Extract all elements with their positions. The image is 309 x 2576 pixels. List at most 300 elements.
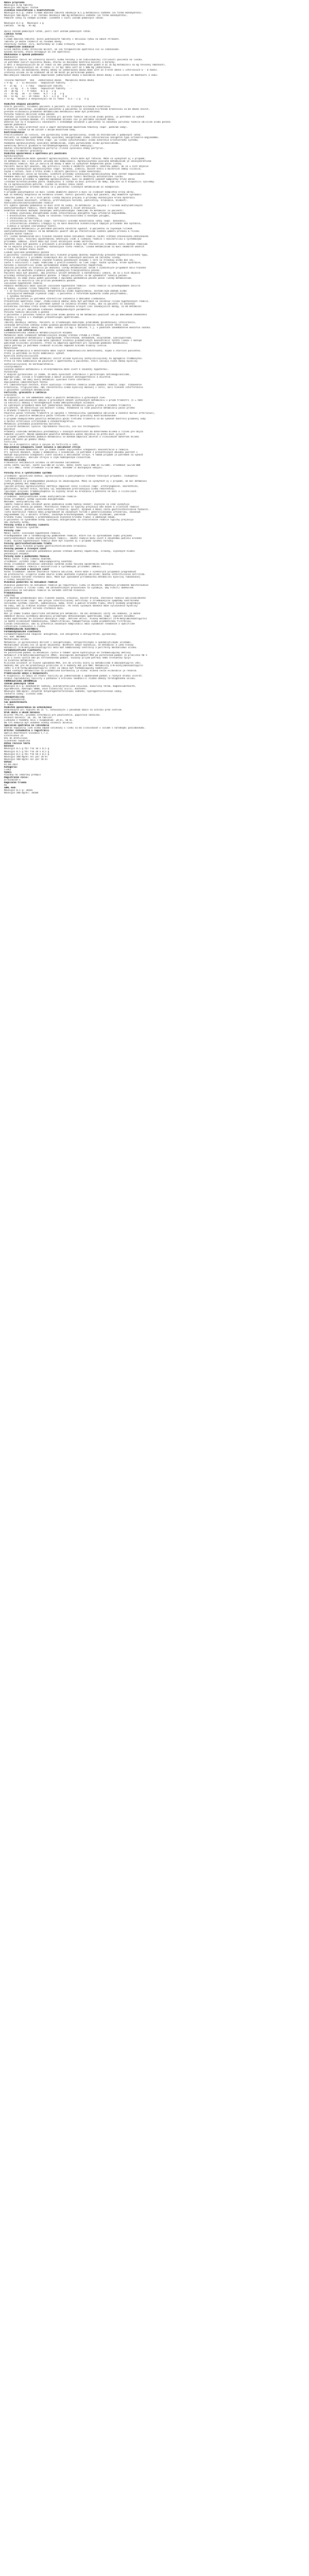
text-line: Nie je známe, do akej miery metamizol vyvoláva tieto interakcie.	[4, 378, 92, 381]
text-line: veľmi časté (≥1/10), časté (≥1/100 až <1/10), menej časté (≥1/1 000 až <1/100), zriedkavé (≥1/10 000	[4, 464, 141, 467]
text-line: podozrenia na nežiaduce reakcie na národné centrum hlásenia.	[4, 589, 86, 592]
text-line: Menej časté: fixný liekový exantém.	[4, 558, 52, 561]
text-line: 31 - 45 kg 10 - 12 rokov 0,5 - 1 g 3 g	[4, 92, 64, 95]
text-line: U pacientov, u ktorých je potrebné vyhnúť sa zníženiu krvného tlaku, ako sú pacienti so závažnou	[4, 303, 135, 306]
text-line: Farmakoterapeutická skupina: analgetiká, iné analgetiká a antipyretiká, pyrazolóny.	[4, 633, 117, 636]
text-line: obmedziť ďalšiu systémovú absorpciu primárnymi detoxikačnými opatreniami (napr. výplach žalúdka)	[4, 615, 135, 618]
section-heading: Predklinické údaje o bezpečnosti	[4, 672, 48, 675]
text-line: Ak sa metamizol užíva na horúčku, niektoré príznaky vznikajúcej agranulocytózy môžu zostať nepovšimnuté.	[4, 173, 146, 176]
text-line: a druhého trimestra neodporúča.	[4, 410, 46, 413]
text-line: Tabletu je možné rozdeliť na rovnaké dávky.	[4, 40, 63, 43]
text-line: a nikdy sa nesmie znovu začať.	[4, 248, 45, 251]
text-line: Slovenská republika	[4, 740, 30, 743]
text-line: - s chronickou urtikáriou,	[4, 217, 40, 220]
text-line: Liečba	[4, 609, 12, 613]
text-line: predtým podaný bez komplikácií.	[4, 482, 46, 485]
text-line: Novalgin 0,5 g tbl flm 50 x 0,5 g	[4, 753, 49, 756]
text-line: K dispozícii sú len obmedzené údaje o použití metamizolu u gravidných žien.	[4, 397, 107, 400]
text-line: Väzba všetkých metabolitov na plazmatické bielkoviny je nízka. Hlavná cesta eliminácie je renálna.	[4, 670, 138, 673]
text-line: Tento liek obsahuje menej ako 1 mmol sodíka (23 mg) v tablete, t.j. v podstate zanedbateľné množstvo sodíka.	[4, 326, 151, 329]
text-line: Nasledujúca tabuľka uvádza odporúčané jednorazové dávky a maximálne denné dávky v závislosti od hmotnosti a veku:	[4, 74, 158, 77]
text-line: U starších pacientov, oslabených pacientov a pacientov so zníženým klírensom kreatinínu sa má dávka znížiť,	[4, 108, 150, 111]
text-line: - s už existujúcou hypotenziou, dehydratáciou alebo hypovolémiou, nestabilným obehom alebo	[4, 290, 127, 293]
text-line: slzenie a výrazné sčervenanie tváre).	[4, 225, 58, 228]
text-line: prínosu a rizika a s vhodnými preventívnymi opatreniami.	[4, 316, 81, 319]
section-heading: Osobitné skupiny pacientov	[4, 103, 40, 106]
text-line: intenzívne sledovanie a liečbu.	[4, 625, 46, 629]
text-line: možným ovplyvnením schopnosti viesť vozidlá a obsluhovať stroje. V takom prípade je potrebné sa vyhnúť	[4, 454, 143, 457]
section-heading: Poruchy srdca a srdcovej činnosti	[4, 524, 49, 527]
text-line: najmä v ústach, nose a hrdle alebo v oblasti genitálií alebo konečníka).	[4, 171, 102, 174]
text-line: horúčka a eozinofília) alebo sprevádzané znakmi autoimunitnej hepatitídy.	[4, 264, 104, 267]
text-line: Pri súčasnom užívaní môže metamizol znížiť účinok kyseliny acetylsalicylovej na agregáciu trombocytov.	[4, 358, 143, 361]
text-line: pečeňových enzýmov.	[4, 552, 30, 555]
section-heading: Dátum:	[4, 760, 12, 764]
text-line: Metamizol sa nemá znovu podať pacientom s epizódou poškodenia pečene počas liečby metamizolom,	[4, 277, 132, 280]
text-line: Novalgin 500 mg/ml: 1 ml roztoku obsahuje 500 mg metamizolu sodného (vo forme monohydrátu).	[4, 14, 128, 18]
text-line: u pacientov liečených metamizolom.	[4, 388, 50, 392]
text-line: Neaplikovateľné.	[4, 698, 26, 701]
text-line: Takéto reakcie môžu vzniknúť počas podávania alebo hodiny neskôr; zvyčajne sa však vyskytujú	[4, 503, 130, 506]
text-line: Ak sa agranulocytóza potvrdí, liečba sa nesmie znovu začať.	[4, 183, 84, 187]
text-line: Perorálny roztok: číry, bezfarebný až slabo žltkastý roztok.	[4, 43, 86, 46]
text-line: 5 rokov.	[4, 703, 15, 706]
text-line: V prípade jednorazového podania metamizolu sa matkám odporúča zbierať a zlikvidovať materské mlieko	[4, 435, 139, 438]
section-heading: Regulačná trieda:	[4, 782, 27, 785]
text-line: > 53 kg dospelí a dospievajúci od 15 rokov 0,5 - 2 g 4 g	[4, 97, 89, 100]
text-line: Metamizol prechádza placentárnou bariérou.	[4, 422, 62, 426]
text-line: - s astmou vyvolanou analgetikami alebo intoleranciou analgetík typu urtikárie-angioedému,	[4, 212, 127, 215]
text-line: Opella Healthcare Slovakia s.r.o.	[4, 732, 49, 735]
text-line: Všetok nepoužitý liek alebo odpad vzniknutý z lieku sa má zlikvidovať v súlade s národnými požiadavkami.	[4, 727, 146, 730]
text-line: Preto je potrebné sa tejto kombinácii vyhnúť.	[4, 352, 65, 355]
text-line: (ako svrbenie, pálenie, začervenanie, urtikária, opuch), dyspnoe a menej často gastrointestinálne ťažkosti.	[4, 509, 150, 512]
text-line: Pri liečbe metamizolom boli hlásené závažné kožné nežiaduce reakcie (SCAR) vrátane Stevensovho-Johnsonovho	[4, 235, 149, 239]
text-line: Novalgin 0,5 g tbl flm 10 x 0,5 g	[4, 748, 49, 751]
text-line: Farmakokinetická indukcia metabolizujúcich enzýmov	[4, 331, 73, 334]
text-line: 01.06.2023	[4, 763, 18, 766]
text-line: tlaku. Riziko hypotenzných reakcií môže byť zvýšené aj v prípade vysokej horúčky.	[4, 539, 115, 543]
text-line: do proteinúrie, oligúrie alebo anúrie alebo akútneho zlyhania obličiek; akútna intersticiálna nefritída.	[4, 573, 146, 577]
text-line: Nie sú k dispozícii údaje o vplyve na fertilitu u ľudí.	[4, 443, 79, 446]
text-line: syndrómu (SJS), toxickej epidermálnej nekrolýzy (TEN) a liekovej reakcie s eozinofíliou a systémovými	[4, 238, 142, 241]
text-line: Pacienti majú byť poučení, aby prestali užívať metamizol a kontaktovali lekára, ak sa u nich objavia	[4, 272, 141, 275]
text-line: Anafylaktické/anafylaktoidné reakcie	[4, 201, 54, 205]
text-line: Veľmi zriedkavé: Stevensov-Johnsonov syndróm alebo toxická epidermálna nekrolýza.	[4, 563, 115, 566]
text-line: Metamizol je pyrazolónový derivát s analgetickými, antipyretickými a spazmolytickými účinkami.	[4, 641, 132, 644]
text-line: Menej časté: izolované hypotenzné reakcie.	[4, 532, 62, 535]
text-line: Dávkovanie	[4, 56, 18, 59]
text-line: Novalgin 500 mg/ml: 30180	[4, 792, 39, 795]
text-line: Dospelí a dospievajúci od 15 rokov (> 53 kg) môžu užiť až 1 000 mg jednorazovo.	[4, 66, 112, 70]
text-line: Pacienti musia byť poučení, aby prerušili liečbu a okamžite vyhľadali lekársku pomoc, ak sa u nich objavia	[4, 165, 149, 168]
text-line: Pretože rýchlosť eliminácie je znížená pri poruche funkcie obličiek alebo pečene, je potrebné sa vyhnúť	[4, 116, 145, 119]
text-line: Použitie počas tretieho trimestra je spojené s fetotoxicitou (poškodenie obličiek a zúženie ductus arteriosus),	[4, 412, 156, 415]
text-line: anafylaktoidných reakcií sa má metamizol použiť iba po starostlivom zvážení pomeru prínosu a rizika.	[4, 230, 141, 233]
section-heading: Lieková forma	[4, 32, 22, 36]
text-line: je možné eliminovať hemodialýzou, hemofiltráciou, hemoperfúziou alebo plazmatickou filtráciou.	[4, 620, 132, 623]
text-line: Pri vyšších dávkach, najmä v kombinácii s alkoholom, je potrebné z preventívnych dôvodov počítať s	[4, 451, 138, 454]
text-line: Mechanizmus účinku	[4, 638, 29, 641]
text-line: Novalgin 500 mg/ml sol por 20 ml	[4, 755, 48, 758]
text-line: sa nezistili dôkazy o teratogénnych alebo embryotoxických účinkoch.	[4, 402, 96, 405]
text-line: V prípade neúmyselného použitia metamizolu počas tretieho trimestra sa má vykonať kontrola plodovej vody	[4, 417, 146, 420]
text-line: Dojčenie	[4, 428, 15, 431]
text-line: Liekovka z hnedého skla s kvapkadlom: 20 ml, 50 ml.	[4, 719, 74, 722]
text-line: Novalgin 0,5 g: 30165	[4, 789, 33, 792]
text-line: Dávkovanie závisí od intenzity bolesti alebo horúčky a od individuálnej citlivosti pacienta na liečbu.	[4, 59, 143, 62]
text-line: Pacienti so známym syndrómom astmy vyvolanej analgetikami alebo intoleranciou analgetík typu urtikárie-angioedému.	[4, 137, 160, 140]
text-line: Lieky	[4, 768, 11, 771]
text-line: a preto je použitie metamizolu počas tretieho trimestra gravidity kontraindikované.	[4, 415, 117, 418]
text-line: Silná akútna alebo chronická bolesť, ak iné terapeutické opatrenia nie sú indikované.	[4, 48, 120, 51]
text-line: 851 01 Bratislava	[4, 737, 27, 740]
text-line: Porucha funkcie obličiek alebo pečene	[4, 113, 55, 116]
section-heading: Poruchy pečene a žlčových ciest	[4, 547, 46, 550]
text-line: Zreteľný účinok sa dá očakávať 30 až 60 minút po perorálnom podaní.	[4, 72, 96, 75]
text-line: takrolimom alebo sertralínom môže spôsobiť zníženie plazmatických koncentrácií týchto liekov s možným	[4, 340, 142, 343]
text-line: zlyhanie obličiek (napr. ako prejav intersticiálnej nefritídy) a zriedkavejšie symptómy centrálneho	[4, 599, 139, 602]
text-line: Veľkosť balenia: 10, 20, 50 tabliet.	[4, 716, 54, 719]
text-line: Chlórpromazín	[4, 365, 22, 368]
text-line: Fertilita	[4, 440, 16, 444]
text-line: metabolit 4-N-metylaminoantipyrín (MAA). Biologická dostupnosť MAA po perorálnom podaní je približne 90 %	[4, 654, 147, 657]
text-line: Posledný trimester gravidity.	[4, 149, 44, 152]
text-line: Neznáme: boli hlásené prípady gastrointestinálneho krvácania.	[4, 545, 88, 548]
section-heading: Poruchy kože a podkožného tkaniva	[4, 555, 49, 558]
text-line: Neznáme: Kounisov syndróm.	[4, 527, 40, 530]
section-heading: Fertilita, gravidita a laktácia	[4, 392, 46, 395]
text-line: začínajúcim obehovým zlyhaním (napr. u pacientov s infarktom myokardu alebo polytraumou),	[4, 293, 128, 296]
text-line: Hodnoty AUC pre AA predstavujú približne 25 % hodnoty AUC pre MAA. Metabolity 4-N-acetylaminoantipyrín	[4, 664, 143, 667]
text-line: príznaky naznačujúce agranulocytózu (napr. horúčka, zimnica, bolesť hrdla a bolestivé zmeny sliznice,	[4, 168, 142, 171]
text-line: - s vysokou horúčkou.	[4, 295, 33, 298]
text-line: príznaky naznačujúce poškodenie pečene. U takých pacientov sa má vyhodnotiť funkcia pečene.	[4, 274, 128, 277]
text-line: koronárnou chorobou srdca alebo relevantnou stenózou krvných ciev zásobujúcich mozog, sa má metamizol	[4, 306, 142, 309]
text-line: anafylaktoidných reakcií, ktoré môžu byť závažné a život ohrozujúce.	[4, 207, 97, 210]
text-line: Po perorálnom podaní sa metamizol rýchlo a takmer úplne hydrolyzuje na farmakologicky aktívny	[4, 651, 131, 654]
text-line: Novalgin 500 mg/ml: dihydrát dihydrogenfosforečnanu sodného, hydrogenfosforečnan sodný,	[4, 690, 123, 693]
text-line: Podobne môžu byť symptómy maskované aj u pacientov, ktorí dostávajú antibiotickú liečbu.	[4, 176, 124, 179]
text-line: Úplný zoznam pomocných látok, pozri časť Zoznam pomocných látok.	[4, 30, 92, 33]
text-line: Rx	[4, 784, 7, 787]
text-line: Novalgin 0,5g tablety	[4, 4, 33, 7]
text-line: angioedémom (aj v oblasti hrtana), závažným bronchospazmom, srdcovými arytmiami, poklesom	[4, 514, 126, 517]
text-line: Zriedkavé: aplastická anémia, agranulocytóza a pancytopénia vrátane fatálnych prípadov, leukopénia	[4, 474, 138, 478]
text-line: pomeru prínosu a rizika lieku. Od zdravotníckych pracovníkov sa vyžaduje, aby hlásili akékoľvek	[4, 586, 134, 589]
text-line: Pridanie metamizolu k metotrexátu môže zvýšiť hematotoxicitu metotrexátu, najmä u starších pacientov.	[4, 350, 142, 353]
text-line: Ak sa objavia prejavy a príznaky naznačujúce tieto reakcie, liečba metamizolom sa musí okamžite ukončiť	[4, 246, 145, 249]
text-line: Pomocné látky so známym účinkom: (uvedené v časti Zoznam pomocných látok)	[4, 17, 104, 20]
text-line: Väčšina pacientov sa zotavila po ukončení liečby metamizolom; avšak v ojedinelých prípadoch bola hlásená	[4, 266, 146, 269]
text-line: progresia do akútneho zlyhania pečene vyžadujúca transplantáciu pečene.	[4, 269, 101, 272]
text-line: Filmom obalená tableta: biele podlhovasté tablety s deliacou ryhou na oboch stranách.	[4, 38, 120, 41]
section-heading: Poruchy imunitného systému	[4, 493, 40, 496]
section-heading: Farmakodynamické vlastnosti	[4, 631, 41, 634]
section-heading: Názov prípravku	[4, 2, 25, 4]
text-line: pre ktorú sa nezistila iná príčina poškodenia pečene.	[4, 280, 77, 283]
text-line: Tablety obsahujú laktózu. Pacienti so zriedkavými dedičnými problémami galaktózovej intolerancie,	[4, 321, 136, 324]
text-line: Tieto miernejšie reakcie môžu progredovať do závažných foriem s generalizovanou urtikáriou, závažným	[4, 511, 141, 514]
text-line: Neznáme: lieková reakcia s eozinofíliou a systémovými príznakmi (DRESS).	[4, 566, 102, 569]
text-line: Uchovávajte pri teplote do 25 °C. Uchovávajte v pôvodnom obale na ochranu pred svetlom.	[4, 708, 123, 711]
text-line: nežiaduca reakcia. Nie je závislá od dávky a môže sa vyskytnúť kedykoľvek počas liečby.	[4, 162, 123, 165]
text-line: U zvierat metamizol vyvolal reprodukčnú toxicitu, ale nie teratogenitu.	[4, 425, 101, 428]
text-line: Neznáme: anafylaktický šok.	[4, 501, 41, 503]
text-line: Perorálny roztok sa má užívať s malým množstvom vody.	[4, 129, 77, 132]
text-line: 07/0150/69-S	[4, 779, 21, 782]
text-line: Agranulocytóza	[4, 155, 24, 158]
text-line: Akútna intermitentná hepatálna porfýria (riziko vyvolania ataky porfýrie).	[4, 147, 105, 150]
section-heading: Hlásenie podozrení na nežiaduce reakcie	[4, 581, 58, 584]
text-line: Novalgin 500 mg/ml sol por 50 ml	[4, 758, 48, 761]
text-line: Precitlivenosť na liečivo, iné pyrazolóny alebo pyrazolidíny, alebo na ktorúkoľvek z pomocných látok.	[4, 134, 142, 137]
text-line: Metotrexát	[4, 347, 18, 350]
text-line: Preto sa táto kombinácia má používať s opatrnosťou u pacientov, ktorí užívajú nízke dávky kyseliny	[4, 360, 138, 363]
section-heading: Farmakokinetické vlastnosti	[4, 649, 41, 652]
text-line: Tableta.	[4, 35, 15, 38]
text-line: Štúdie reprodukčnej toxicity u potkanov a králikov neodhalili žiadne dôkazy teratogénneho účinku.	[4, 677, 136, 681]
text-line: používať len pri dôkladnom sledovaní hemodynamických parametrov.	[4, 308, 92, 311]
text-line: O skupine pyrazolónov je známe, že môžu vyvolávať interakcie s perorálnymi antikoagulanciami,	[4, 373, 131, 376]
text-line: Porucha funkcie kostnej drene (napr. po liečbe cytostatikami) alebo ochorenia krvotvorného systému.	[4, 139, 139, 142]
text-line: Veľmi zriedkavé: akútne zhoršenie funkcie obličiek, ktoré môže v niektorých prípadoch progredovať	[4, 571, 136, 574]
section-heading: Liekové a iné interakcie	[4, 329, 37, 332]
text-line: Pyrazolóny	[4, 370, 18, 374]
text-line: Ak sa objavia príznaky a symptómy agranulocytózy, musí sa okamžite vykonať kompletný krvný obraz	[4, 178, 135, 181]
text-line: Bolo hlásené červené sfarbenie moču. Môže byť spôsobené prítomnosťou metabolitu kyseliny rubazónovej	[4, 576, 141, 579]
text-line: U týchto pacientov je potrebná starostlivá indikácia a dôkladné sledovanie.	[4, 298, 107, 301]
text-line: genitálne), bolesť hrdla, horúčku (aj neočakávane pretrvávajúcu alebo rekurentnú).	[4, 487, 116, 490]
text-line: Zriedkavé: anafylaktoidné alebo anafylaktické reakcie.	[4, 495, 78, 498]
text-line: do šoku, ako aj srdcové arytmie (tachykardia). Po veľmi vysokých dávkach môže vylučovanie kyseliny	[4, 604, 138, 607]
text-line: Klinická účinnosť je hlavne spôsobená MAA, ale do určitej miery aj metabolitom 4-aminoantipyrín (AA).	[4, 662, 142, 665]
section-heading: Špeciálne opatrenia na likvidáciu	[4, 724, 49, 727]
text-line: Pancytopénia	[4, 189, 21, 192]
text-line: (vrátane diferenciálneho počtu leukocytov) a liečba sa musí prerušiť do doby, kým nie sú k dispozícii výsledky.	[4, 181, 156, 184]
text-line: Súčasné podávanie metamizolu s bupropiónom, efavirenzom, metadónom, valproátom, cyklosporínom,	[4, 337, 132, 340]
text-line: U detí a dospievajúcich do 14 rokov sa ako jednorazová dávka môže podať 8 až 16 mg metamizolu na kg telesnej hmotnosti.	[4, 64, 166, 67]
text-line: podľa potreby je potrebné sledovať klinickú odpoveď a/alebo hladiny liečiva.	[4, 345, 108, 348]
text-line: Na trh nemusia byť uvedené všetky veľkosti balenia.	[4, 721, 74, 724]
text-line: Metamizol môže indukovať metabolizujúce enzýmy vrátane CYP2B6 a CYP3A4.	[4, 334, 101, 337]
text-line: Podanie metamizolu môže vyvolať izolované hypotenzné reakcie. Tieto reakcie sú pravdepodobne závislé	[4, 285, 141, 288]
section-heading: Nežiaduce účinky	[4, 459, 26, 462]
text-line: (AAA) a 4-N-formylaminoantipyrín (FAA) sa zdajú byť farmakologicky neaktívne.	[4, 667, 109, 670]
text-line: Závažné kožné reakcie	[4, 233, 33, 236]
section-heading: Poruchy obličiek a močových ciest	[4, 568, 49, 571]
section-heading: Poruchy krvi a lymfatického systému	[4, 472, 52, 475]
text-line: celkovým deficitom laktázy alebo glukózo-galaktózovou malabsorpciou nesmú užívať tento liek.	[4, 324, 130, 327]
section-heading: Poruchy gastrointestinálneho traktu	[4, 542, 52, 545]
section-heading: Inkompatibility	[4, 696, 25, 699]
section-heading: Výdaj:	[4, 771, 12, 774]
text-line: opakovaným vysokým dávkam. Pri krátkodobom užívaní nie je potrebné znižovať dávku.	[4, 118, 116, 122]
text-line: ATC kód: N02BB02	[4, 636, 26, 639]
text-line: Prejavy a príznaky zahŕňali zvýšené hladiny pečeňových enzýmov v sére so žltačkou alebo bez nej,	[4, 259, 135, 262]
text-line: K dispozícii sú údaje zo štúdií toxicity po jednorazovom a opakovanom podaní u rôznych druhov zvierat.	[4, 675, 143, 678]
section-heading: Zoznam pomocných látok	[4, 683, 35, 686]
section-heading: Zloženie kvalitatívne i kvantitatívne	[4, 9, 55, 12]
text-line: Pri laboratórnych testoch, ktoré využívajú Trinderovu reakciu alebo podobnú reakciu (napr. stanovenie	[4, 383, 142, 386]
text-line: V závislosti od maximálnej dennej dávky sa jednorazová dávka môže užiť až 4-krát denne v intervaloch 6 - 8 hodín.	[4, 69, 158, 72]
text-line: a je o niečo vyššia ako po intravenóznom podaní. Súčasný príjem potravy nemá relevantný vplyv	[4, 656, 131, 659]
text-line: - s intoleranciou na farbivá (napr. tartrazín) a/alebo konzervačné látky (napr. benzoáty),	[4, 219, 127, 223]
text-line: Anamnéza agranulocytózy vyvolanej metamizolom, inými pyrazolónmi alebo pyrazolidínmi.	[4, 142, 120, 145]
section-heading: Druh obalu a obsah balenia	[4, 711, 40, 714]
section-heading: Terapeutické indikácie	[4, 45, 35, 48]
section-heading: Poruchy ciev	[4, 529, 21, 532]
text-line: - s intoleranciou alkoholu (reagujú aj na malé množstvá alkoholických nápojov príznakmi ako kýchanie,	[4, 222, 142, 225]
text-line: vedeniu vozidiel, obsluhe strojov a iným nebezpečným činnostiam.	[4, 456, 92, 460]
section-heading: FARMAKOLOGICKÉ VLASTNOSTI	[4, 628, 39, 631]
text-line: Laktóza 58 mg 95 mg	[4, 25, 36, 28]
section-heading: Osobitné upozornenia a opatrenia pri používaní	[4, 152, 67, 155]
text-line: Kyselina acetylsalicylová	[4, 355, 39, 358]
text-line: kým sa hodnoty neupravia na normálnu úroveň. Všetci pacienti majú byť poučení, aby okamžite vyhľadali	[4, 194, 142, 197]
text-line: Zriedkavé: vyrážka (napr. makulopapulárny exantém).	[4, 561, 74, 564]
section-heading: Osobitné upozornenia na uchovávanie	[4, 706, 52, 709]
text-line: Rutinné sledovanie krvného obrazu sa u pacientov liečených metamizolom už neodporúča.	[4, 186, 120, 189]
text-line: Pri akútnom predávkovaní boli hlásené nauzea, vracanie, bolesť brucha, zhoršenie funkcie obličiek/akútne	[4, 597, 146, 600]
text-line: Novalgin 0,5 g tbl flm 20 x 0,5 g	[4, 750, 49, 753]
text-line: U pacientov s poruchou funkcie obličiek alebo pečene sa má metamizol používať len po dôkladnom zhodnotení	[4, 313, 147, 316]
text-line: Typickými prejavmi trombocytopénie sú zvýšený sklon ku krvácaniu a petechie na koži a slizniciach.	[4, 490, 138, 493]
text-line: (napr. celková nevoľnosť, infekcia, pretrvávajúca horúčka, podliatiny, krvácanie, bledosť).	[4, 199, 128, 202]
text-line: anafylaktoidných alebo anafylaktických reakcií. Takéto reakcie môžu viesť k závažnému poklesu krvného	[4, 537, 142, 540]
text-line: Osobitne ohrození možnými závažnými anafylaktoidnými reakciami na metamizol sú pacienti:	[4, 209, 124, 212]
text-line: acetylsalicylovej na kardioprotekciu.	[4, 363, 55, 366]
section-heading: Kategória:	[4, 766, 18, 769]
text-line: < 9 kg 3 - 11 mesiacov nepoužívať tablety --	[4, 82, 73, 85]
text-line: Pri výbere spôsobu podávania sa musí brať do úvahy, že metamizol je spojený s rizikom anafylaktických/	[4, 204, 143, 207]
text-line: od dávky. Zvýšené riziko takýchto reakcií je u pacientov:	[4, 287, 82, 291]
text-line: v nízkej koncentrácii.	[4, 579, 35, 582]
text-line: Izolované hypotenzné reakcie	[4, 282, 43, 285]
text-line: často v súvislosti s inými reakciami z precitlivenosti na liek (napr. kožná vyrážka, krvné dyskrázie,	[4, 261, 142, 264]
text-line: Typické prejavy agranulocytózy zahŕňajú zápalové lézie sliznice (napr. orofaryngeálne, anorektálne,	[4, 485, 139, 488]
text-line: Novalgin 500 mg/ml roztok	[4, 7, 39, 10]
text-line: Ovplyvnenie laboratórnych testov	[4, 381, 48, 384]
text-line: hypromelóza, makrogol 8000, oxid titaničitý (E171), mastenec.	[4, 688, 88, 691]
text-line: sacharín sodný, čistená voda.	[4, 693, 44, 696]
text-line: Tieto reakcie sa pravdepodobne považujú za imunologické. Môžu sa vyskytnúť aj v prípade, ak bol metamizol	[4, 480, 147, 483]
section-heading: Balenie	[4, 745, 14, 748]
text-line: 9 - 15 kg 1 - 3 roky nepoužívať tablety --	[4, 84, 70, 88]
text-line: poklesom klinickej účinnosti. Preto sa odporúča opatrnosť pri súčasnom podávaní metamizolu;	[4, 342, 128, 345]
text-line: Novalgin 0,5 g: Jedna filmom obalená tableta obsahuje 0,5 g metamizolu sodného (vo forme monohydrátu).	[4, 12, 143, 15]
text-line: Pred podaním metamizolu je potrebné pacienta náležite vypočuť. U pacientov so zvýšeným rizikom	[4, 228, 132, 231]
text-line: nemožno vylúčiť. Najmä opakované použitie metamizolu počas dojčenia sa preto musí vylúčiť.	[4, 433, 127, 436]
section-heading: FARMACEUTICKÉ INFORMÁCIE	[4, 680, 37, 683]
text-line: Mechanizmus účinku nie je úplne objasnený. Niektoré údaje naznačujú, že metamizol a jeho hlavný	[4, 643, 134, 647]
text-line: Genetický deficit glukózo-6-fosfátdehydrogenázy (riziko hemolýzy).	[4, 144, 94, 147]
text-line: na kinetiku metamizolu.	[4, 659, 36, 662]
text-line: Tablety sa majú prehltnúť celé a zapiť dostatočným množstvom tekutiny (napr. pohárom vody).	[4, 126, 128, 129]
section-heading: Dátum revízie textu	[4, 742, 30, 745]
text-line: Viazaný na lekársky predpis	[4, 773, 41, 776]
text-line: až <1/1 000), veľmi zriedkavé (<1/10 000), neznáme (z dostupných údajov).	[4, 467, 104, 470]
text-line: rubazónovej spôsobiť červené sfarbenie moču.	[4, 607, 64, 610]
section-heading: Držiteľ rozhodnutia o registrácii	[4, 730, 49, 733]
section-heading: Kontraindikácie	[4, 131, 25, 134]
text-line: metabolit (4-N-metylaminoantipyrín) môžu mať kombinovaný centrálny a periférny mechanizmus účinku.	[4, 646, 138, 649]
text-line: ako záchvaty astmy.	[4, 521, 30, 524]
text-line: Liečba intoxikácie, ako aj prevencia závažných komplikácií môžu vyžadovať všeobecné a špecifické	[4, 623, 135, 626]
text-line: Vysoká horúčka, ktorá nereaguje na iné opatrenia.	[4, 50, 71, 54]
text-line: kaptoprilom, lítiom a triamterénom a meniť účinnosť antihypertenzív a diuretík.	[4, 376, 112, 379]
text-line: Porucha funkcie obličiek a pečene	[4, 311, 49, 314]
text-line: Frekvencie nežiaducich účinkov sú definované nasledovne:	[4, 462, 81, 465]
text-line: a trombocytopénia.	[4, 477, 29, 480]
text-line: Spôsob podávania	[4, 124, 26, 127]
text-line: pretože eliminácia produktov metabolizmu metamizolu môže byť predĺžená.	[4, 110, 101, 113]
text-line: Novalgin 0,5 g Novalgin 1 g	[4, 22, 44, 25]
text-line: Einsteinova 24	[4, 735, 24, 738]
text-line: počas prvej hodiny po podaní. Miernejšie reakcie sa typicky prejavujú ako kožné a slizničné reakcie	[4, 506, 139, 509]
text-line: lekársku pomoc, ak sa u nich počas liečby objavia prejavy a príznaky naznačujúce krvnú dyskráziu	[4, 196, 135, 199]
section-heading: Registračné číslo:	[4, 776, 29, 779]
text-line: Vo vybraných prípadoch môžu byť jednorazové dávky metamizolu počas prvého a druhého trimestra	[4, 404, 131, 408]
text-line: Gravidita	[4, 394, 16, 397]
document-body	[4, 2, 304, 794]
text-line: Produkty rozkladu metamizolu prechádzajú v značných množstvách do materského mlieka a riziko pre dojča	[4, 430, 143, 433]
text-line: Novalgin 0,5 g: monohydrát laktózy, mikrokryštalická celulóza, kukuričný škrob, magnéziumstearát,	[4, 685, 136, 688]
section-heading: Predávkovanie	[4, 591, 22, 595]
text-line: Súčasné podanie metamizolu a chlórpromazínu môže viesť k závažnej hypotermii.	[4, 368, 109, 371]
text-line: Doteraz nie sú k dispozícii skúsenosti s dlhodobým užívaním u pacientov so závažnou poruchou funkcie obličiek alebo pečene.	[4, 121, 172, 124]
text-line: Pacienti majú byť poučení o prejavoch a príznakoch a majú byť starostlivo sledovaní kvôli kožným reakciám.	[4, 243, 149, 246]
text-line: Telesná hmotnosť Vek Jednorazová dávka Maximálna denná dávka	[4, 79, 94, 82]
text-line: Liekom vyvolané poškodenie pečene	[4, 251, 49, 254]
text-line: príznakmi (DRESS), ktoré môžu byť život ohrozujúce alebo smrteľné.	[4, 241, 94, 244]
text-line: Starší pacienti, oslabení pacienti a pacienti so zníženým klírensom kreatinínu	[4, 105, 111, 108]
text-line: alebo opatreniami na zníženie absorpcie (napr. aktívne uhlie). Hlavný metabolit (4-N-metylaminoantipyrín)	[4, 618, 147, 621]
text-line: Veľmi zriedkavé: astma vyvolaná analgetikami.	[4, 498, 65, 501]
text-line: Symptómy	[4, 594, 15, 597]
text-line: ktoré sa objavili v priebehu niekoľkých dní až niekoľkých mesiacov od začiatku liečby.	[4, 256, 122, 259]
text-line: Pomocné látky	[4, 318, 22, 321]
section-heading: Čas použiteľnosti	[4, 701, 27, 704]
text-line: a ductus arteriosus ultrazvukom a echokardiografiou.	[4, 420, 75, 423]
section-heading: Ovplyvnenie schopnosti viesť vozidlá a obsluhovať stroje	[4, 446, 81, 449]
text-line: 46 - 53 kg 13 - 14 rokov 0,5 - 1,5 g 4 g	[4, 95, 67, 98]
text-line: krvného tlaku (niekedy s predchádzajúcim zvýšením krvného tlaku) a obehovým šokom.	[4, 516, 116, 519]
text-line: Pri odporúčanom dávkovaní nie je známe žiadne ovplyvnenie schopnosti koncentrácie a reakcie.	[4, 449, 130, 452]
text-line: Je potrebné zvoliť najnižšiu dávku, ktorou sa dosiahne kontrola bolesti a horúčky.	[4, 61, 116, 64]
text-line: U pacientov so syndrómom astmy vyvolanej analgetikami sa intolerančné reakcie typicky prejavujú	[4, 519, 134, 522]
text-line: V prípade pancytopénie sa musí liečba okamžite ukončiť a musí sa sledovať kompletný krvný obraz,	[4, 191, 135, 194]
text-line: Na základe publikovaných údajov o gravidných ženách vystavených metamizolu v prvom trimestri (n = 568)	[4, 399, 143, 402]
text-line: prijateľné, ak neexistuje iná možnosť liečby. Všeobecne sa však použitie metamizolu počas prvého	[4, 407, 135, 410]
section-heading: Dávkovanie a spôsob podávania	[4, 53, 44, 56]
text-line: nervového systému (závrat, somnolencia, kóma, kŕče) a pokles krvného tlaku, ktorý niekedy progreduje	[4, 602, 141, 605]
text-line: Hlásenie podozrení na nežiaduce reakcie po registrácii lieku je dôležité. Umožňuje priebežné monitorovanie	[4, 584, 149, 587]
text-line: Nie je známe žiadne špecifické antidotum pre metamizol. Ak bol metamizol užitý len nedávno, je možné	[4, 613, 141, 616]
text-line: počas 48 hodín po podaní dávky.	[4, 438, 46, 441]
text-line: že metamizol bol v minulosti užívaný bez komplikácií. Agranulocytóza vyvolaná metamizolom je idiosynkratická	[4, 160, 151, 163]
text-line: Preventívne opatrenia (napr. stabilizácia obehu) môžu byť potrebné na zníženie rizika hypotenzných reakcií.	[4, 300, 150, 303]
text-line: Neznáme: liekom vyvolané poškodenie pečene vrátane akútnej hepatitídy, žltačky, zvýšených hladín	[4, 550, 135, 553]
text-line: - s bronchiálnou astmou, najmä so súčasnou rinosinusitídou a nosovými polypmi,	[4, 214, 111, 217]
text-line: U pacientov liečených metamizolom boli hlásené prípady akútnej hepatitídy prevažne hepatocelulárneho typu,	[4, 253, 149, 257]
text-line: Liečba metamizolom môže spôsobiť agranulocytózu, ktorá môže byť fatálna. Môže sa vyskytnúť aj v prípade,	[4, 157, 146, 160]
text-line: 16 - 23 kg 4 - 6 rokov nepoužívať tablety --	[4, 87, 73, 90]
section-heading: ŠÚKL kód:	[4, 787, 16, 790]
text-line: Blister PVC/Al, písomná informácia pre používateľa, papierová škatuľka.	[4, 714, 101, 717]
text-line: 24 - 30 kg 7 - 9 rokov 0,5 g 2 g	[4, 90, 56, 93]
text-line: Pravdepodobne ide o farmakologicky podmienené reakcie, ktoré nie sú sprevádzané inými prejavmi	[4, 534, 132, 537]
